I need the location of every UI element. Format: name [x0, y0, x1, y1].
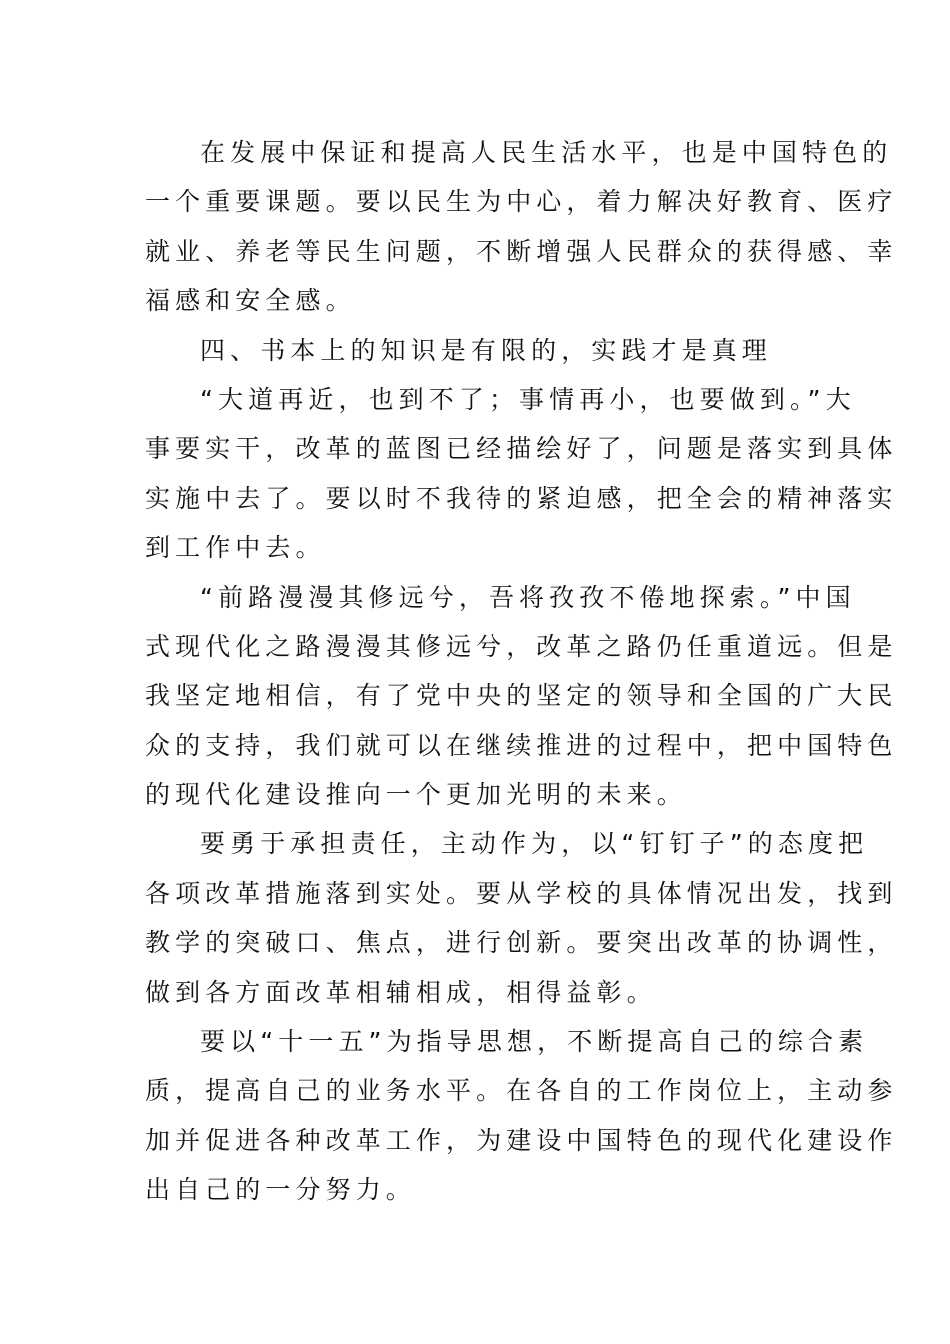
- paragraph-5-line-1: 要以“十一五”为指导思想，不断提高自己的综合素: [200, 1027, 869, 1057]
- paragraph-1-line-3: 就业、养老等民生问题，不断增强人民群众的获得感、幸: [145, 236, 898, 266]
- paragraph-2-line-4: 到工作中去。: [145, 533, 326, 563]
- paragraph-3-line-2: 式现代化之路漫漫其修远兮，改革之路仍任重道远。但是: [145, 631, 898, 661]
- document-body: [145, 128, 898, 1215]
- paragraph-3-line-4: 众的支持，我们就可以在继续推进的过程中，把中国特色: [145, 730, 898, 760]
- paragraph-1-line-2: 一个重要课题。要以民生为中心，着力解决好教育、医疗: [145, 187, 898, 217]
- paragraph-4-line-3: 教学的突破口、焦点，进行创新。要突出改革的协调性，: [145, 928, 898, 958]
- paragraph-3-line-1: “前路漫漫其修远兮，吾将孜孜不倦地探索。”中国: [200, 582, 856, 612]
- paragraph-3-line-3: 我坚定地相信，有了党中央的坚定的领导和全国的广大民: [145, 681, 898, 711]
- paragraph-2-line-3: 实施中去了。要以时不我待的紧迫感，把全会的精神落实: [145, 483, 898, 513]
- paragraph-5-line-2: 质，提高自己的业务水平。在各自的工作岗位上，主动参: [145, 1076, 898, 1106]
- paragraph-2-line-2: 事要实干，改革的蓝图已经描绘好了，问题是落实到具体: [145, 434, 898, 464]
- paragraph-4-line-2: 各项改革措施落到实处。要从学校的具体情况出发，找到: [145, 878, 898, 908]
- paragraph-1-line-4: 福感和安全感。: [145, 286, 356, 316]
- paragraph-5-line-4: 出自己的一分努力。: [145, 1175, 416, 1205]
- paragraph-1-line-1: 在发展中保证和提高人民生活水平，也是中国特色的: [200, 138, 893, 167]
- paragraph-4-line-1: 要勇于承担责任，主动作为，以“钉钉子”的态度把: [200, 829, 869, 859]
- paragraph-4-line-4: 做到各方面改革相辅相成，相得益彰。: [145, 977, 657, 1007]
- paragraph-5-line-3: 加并促进各种改革工作，为建设中国特色的现代化建设作: [145, 1125, 898, 1155]
- paragraph-2-line-1: “大道再近，也到不了；事情再小，也要做到。”大: [200, 384, 856, 414]
- section-heading-4: 四、书本上的知识是有限的，实践才是真理: [200, 335, 772, 365]
- paragraph-3-line-5: 的现代化建设推向一个更加光明的未来。: [145, 780, 687, 810]
